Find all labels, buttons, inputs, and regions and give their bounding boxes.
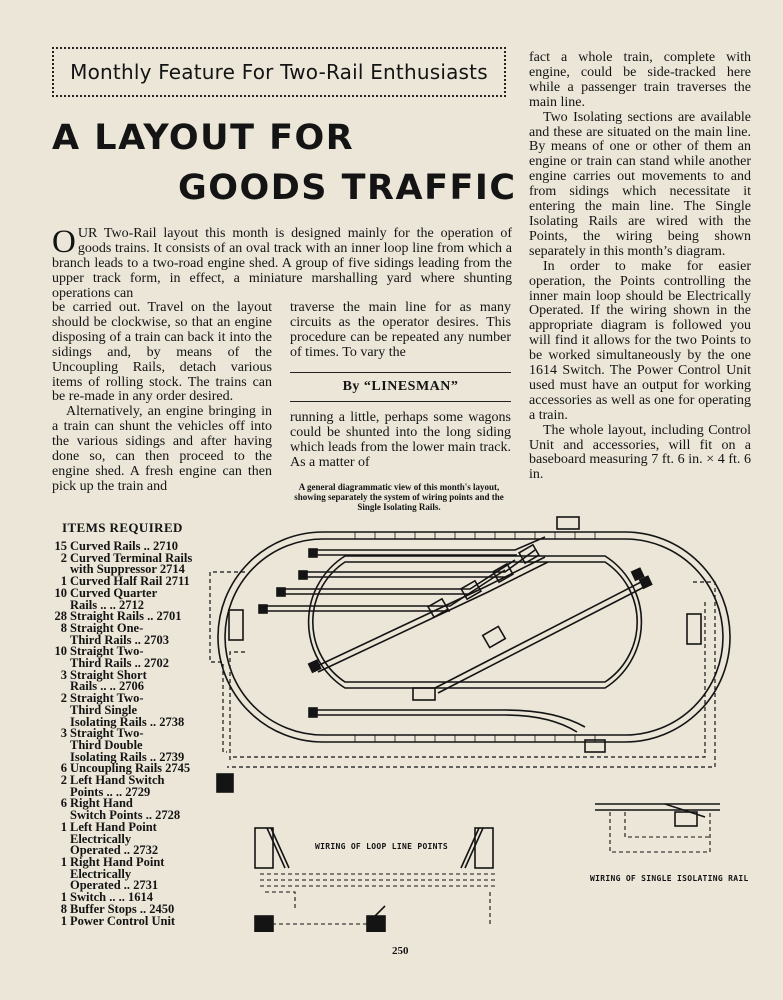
item-qty: 6 xyxy=(60,761,67,776)
item-name: Buffer Stops .. 2450 xyxy=(70,901,175,916)
item-row xyxy=(50,585,195,612)
feature-banner xyxy=(52,47,506,97)
item-qty: 3 xyxy=(60,726,67,741)
item-row xyxy=(50,798,195,821)
diagram-caption: A general diagrammatic view of this month's layout, showing separately the system of wiring points and the Single Isolating Rails. xyxy=(294,482,504,512)
item-row xyxy=(50,646,195,669)
item-row xyxy=(50,550,195,577)
item-name: Right Hand Switch Points .. 2728 xyxy=(70,796,181,823)
item-qty: 3 xyxy=(60,667,67,682)
article-title-line-1: A LAYOUT FOR xyxy=(52,118,355,158)
article-title-line-2: GOODS TRAFFIC xyxy=(178,168,517,208)
item-name: Left Hand Point Electrically Operated .. 2732 xyxy=(70,819,159,858)
item-name: Straight Two- Third Single Isolating Rails .. 2738 xyxy=(70,691,185,729)
item-row xyxy=(50,667,195,694)
item-name: Curved Half Rail 2711 xyxy=(70,574,190,589)
item-qty: 10 xyxy=(54,585,67,600)
item-qty: 1 xyxy=(60,854,67,869)
item-row xyxy=(50,620,195,647)
item-name: Curved Rails .. 2710 xyxy=(70,539,178,553)
isolating-rail-wiring xyxy=(595,804,720,852)
item-row xyxy=(50,913,195,928)
item-qty: 8 xyxy=(60,620,67,635)
item-row xyxy=(50,693,195,728)
intro-paragraph xyxy=(52,224,512,302)
item-name: Curved Quarter Rails .. .. 2712 xyxy=(70,585,158,612)
item-qty: 1 xyxy=(60,913,67,928)
power-control-unit xyxy=(217,774,233,792)
item-qty: 1 xyxy=(60,574,67,589)
col1-paragraph-1: be carried out. Travel on the layout should be clockwise, so that an engine disposing of a train can back it into the sidings and, by means of the Uncoupling Rails, detach various items of rolling stock. The trains can be re-made in any order desired. xyxy=(52,300,272,405)
feature-banner-text: Monthly Feature For Two-Rail Enthusiasts xyxy=(70,60,488,84)
label-loop-line-points: WIRING OF LOOP LINE POINTS xyxy=(315,842,449,851)
intro-text: UR Two-Rail layout this month is designed mainly for the operation of goods trains. It consists of an oval track with an inner loop line from which a branch leads to a two-road engine shed. A group of five sidings leading from the upper track form, in effect, a miniature marshalling yard where shunting operations can xyxy=(52,226,512,301)
item-name: Left Hand Switch Points .. .. 2729 xyxy=(70,773,165,799)
item-qty: 2 xyxy=(60,691,67,706)
col3-paragraph-2: Two Isolating sections are available and these are situated on the main line. By means of one or other of them an engine or train can stand while another engine carries out movements to and from sidings which necessitate it entering the main line. The Single Isolating Rails are wired with the Points, the wiring being shown separately in this month’s diagram. xyxy=(529,109,751,259)
item-qty: 2 xyxy=(60,773,67,788)
item-qty: 8 xyxy=(60,901,67,916)
item-row xyxy=(50,775,195,798)
column-3 xyxy=(529,51,751,483)
item-qty: 28 xyxy=(54,609,67,624)
items-heading: ITEMS REQUIRED xyxy=(62,520,183,535)
item-name: Straight One- Third Rails .. 2703 xyxy=(70,620,169,647)
item-qty: 15 xyxy=(54,539,67,553)
item-name: Straight Rails .. 2701 xyxy=(70,609,182,624)
column-1 xyxy=(52,301,272,495)
item-qty: 10 xyxy=(54,644,67,659)
item-name: Straight Two- Third Double Isolating Rails .. 2739 xyxy=(70,726,185,764)
item-qty: 1 xyxy=(60,890,67,905)
byline: By “LINESMAN” xyxy=(290,372,511,402)
label-single-isolating-rail: WIRING OF SINGLE ISOLATING RAIL xyxy=(590,874,749,883)
page-number: 250 xyxy=(392,945,409,957)
col3-paragraph-3: In order to make for easier operation, the Points controlling the inner main loop should be Electrically Operated. If the wiring shown in the appropriate diagram is followed you will find it allows for the two Points to be worked simultaneously by the one 1614 Switch. The Power Control Unit used must have an output for working accessories as well as one for operating a train. xyxy=(529,258,751,423)
item-name: Right Hand Point Electrically Operated .. 2731 xyxy=(70,854,165,893)
item-qty: 1 xyxy=(60,819,67,834)
col1-paragraph-2: Alternatively, an engine bringing in a train can shunt the vehicles off into the various sidings and after having done so, can then proceed to the engine shed. A fresh engine can then pick up the train and xyxy=(52,404,272,494)
item-row xyxy=(50,854,195,893)
column-2-bottom xyxy=(290,411,511,471)
item-name: Switch .. .. 1614 xyxy=(70,890,153,905)
item-row xyxy=(50,728,195,763)
item-name: Uncoupling Rails 2745 xyxy=(70,761,191,776)
col3-paragraph-1: fact a whole train, complete with engine, could be side-tracked here while a passenger train traverses the main line. xyxy=(529,50,751,110)
layout-diagram xyxy=(205,512,735,932)
item-name: Curved Terminal Rails with Suppressor 2714 xyxy=(70,550,193,577)
item-name: Straight Two- Third Rails .. 2702 xyxy=(70,644,169,671)
drop-cap: O xyxy=(52,224,76,260)
item-name: Power Control Unit xyxy=(70,913,176,928)
col3-paragraph-4: The whole layout, including Control Unit and accessories, will fit on a baseboard measuring 7 ft. 6 in. × 4 ft. 6 in. xyxy=(529,422,751,483)
col2-paragraph-1: traverse the main line for as many circuits as the operator desires. This procedure can be repeated any number of times. To vary the xyxy=(290,300,511,360)
column-2-top xyxy=(290,301,511,361)
col2-paragraph-2: running a little, perhaps some wagons could be shunted into the long siding which leads from the lower main track. As a matter of xyxy=(290,410,511,470)
items-list xyxy=(50,541,195,927)
item-row xyxy=(50,819,195,858)
item-name: Straight Short Rails .. .. 2706 xyxy=(70,667,147,694)
item-qty: 2 xyxy=(60,550,67,565)
item-qty: 6 xyxy=(60,796,67,811)
